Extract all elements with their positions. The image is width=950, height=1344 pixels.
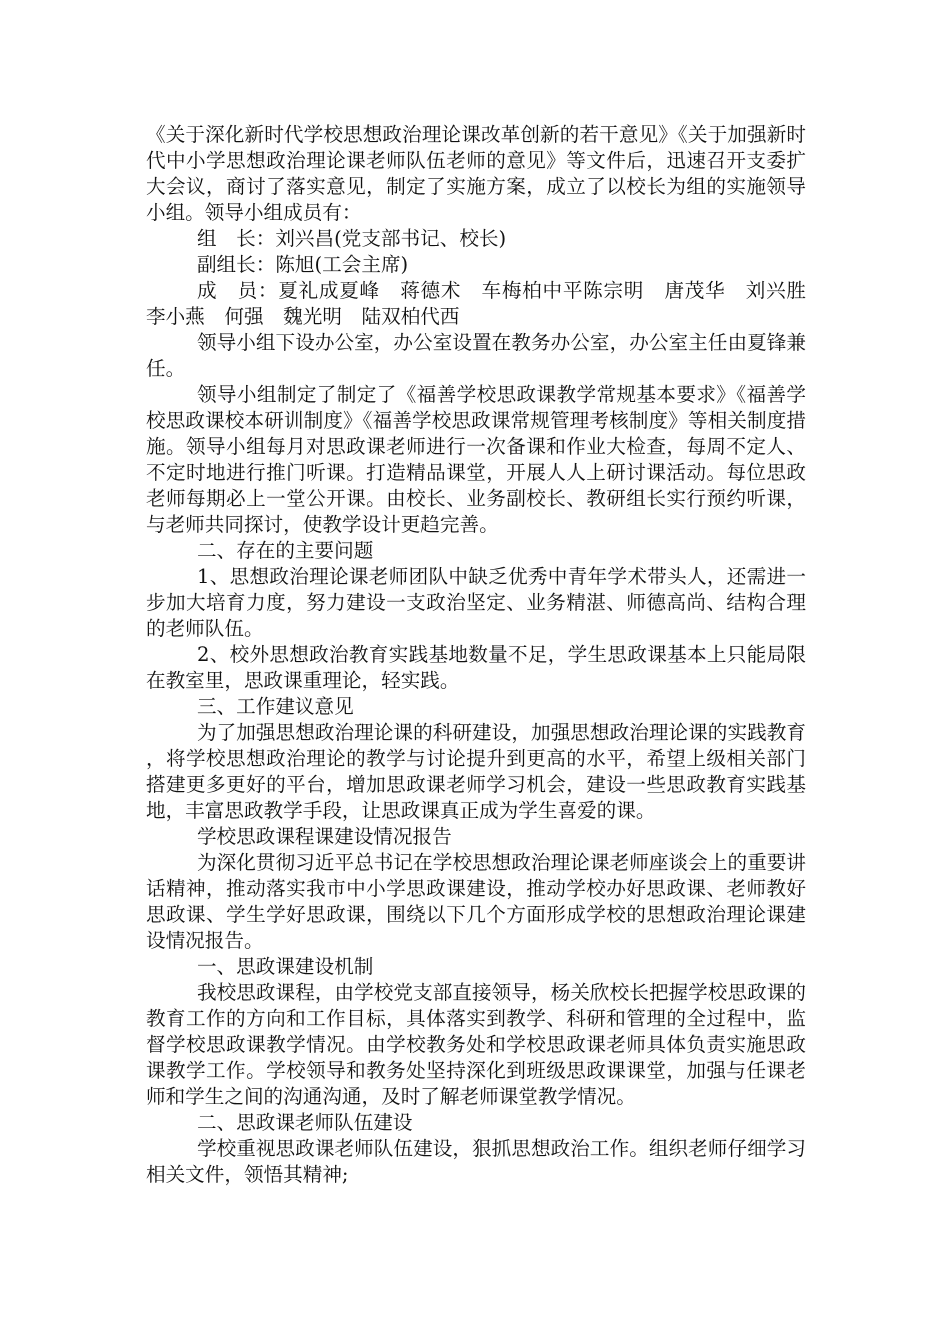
paragraph-problem-2: 2、校外思想政治教育实践基地数量不足，学生思政课基本上只能局限在教室里，思政课重理论，轻实践。	[146, 643, 806, 692]
paragraph-deputy-leader: 副组长：陈旭(工会主席)	[196, 253, 409, 276]
section-heading-mechanism: 一、思政课建设机制	[196, 955, 374, 978]
paragraph-office: 领导小组下设办公室，办公室设置在教务办公室，办公室主任由夏锋兼任。	[146, 331, 806, 380]
paragraph-mechanism: 我校思政课程，由学校党支部直接领导，杨关欣校长把握学校思政课的教育工作的方向和工作目标，具体落实到教学、科研和管理的全过程中，监督学校思政课教学情况。由学校教务处和学校思政课老师具体负责实施思政课教学工作。学校领导和教务处坚持深化到班级思政课课堂，加强与任课老师和学生之间的沟通沟通，及时了解老师课堂教学情况。	[146, 981, 806, 1108]
section-heading-teacher-team: 二、思政课老师队伍建设	[196, 1111, 413, 1134]
paragraph-intro-documents: 《关于深化新时代学校思想政治理论课改革创新的若干意见》《关于加强新时代中小学思想政治理论课老师队伍老师的意见》等文件后，迅速召开支委扩大会议，商讨了落实意见，制定了实施方案，成立了以校长为组的实施领导小组。领导小组成员有：	[146, 123, 806, 224]
paragraph-suggestions: 为了加强思想政治理论课的科研建设，加强思想政治理论课的实践教育，将学校思想政治理论的教学与讨论提升到更高的水平，希望上级相关部门搭建更多更好的平台，增加思政课老师学习机会，建设一些思政教育实践基地，丰富思政教学手段，让思政课真正成为学生喜爱的课。	[146, 721, 806, 822]
paragraph-group-leader: 组 长：刘兴昌(党支部书记、校长)	[196, 227, 507, 250]
section-heading-main-problems: 二、存在的主要问题	[196, 539, 374, 562]
document-body	[146, 122, 826, 1188]
paragraph-teacher-team: 学校重视思政课老师队伍建设，狠抓思想政治工作。组织老师仔细学习相关文件，领悟其精神;	[146, 1137, 806, 1186]
section-heading-suggestions: 三、工作建议意见	[196, 695, 354, 718]
report-title: 学校思政课程课建设情况报告	[196, 825, 452, 848]
paragraph-regulations: 领导小组制定了制定了《福善学校思政课教学常规基本要求》《福善学校思政课校本研训制度》《福善学校思政课常规管理考核制度》等相关制度措施。领导小组每月对思政课老师进行一次备课和作业大检查，每周不定人、不定时地进行推门听课。打造精品课堂，开展人人上研讨课活动。每位思政老师每期必上一堂公开课。由校长、业务副校长、教研组长实行预约听课，与老师共同探讨，使教学设计更趋完善。	[146, 383, 806, 536]
paragraph-report-intro: 为深化贯彻习近平总书记在学校思想政治理论课老师座谈会上的重要讲话精神，推动落实我市中小学思政课建设，推动学校办好思政课、老师教好思政课、学生学好思政课，围绕以下几个方面形成学校的思想政治理论课建设情况报告。	[146, 851, 806, 952]
paragraph-members: 成 员：夏礼成夏峰 蒋德术 车梅柏中平陈宗明 唐茂华 刘兴胜 李小燕 何强 魏光明 陆双柏代西	[146, 279, 826, 328]
paragraph-problem-1: 1、思想政治理论课老师团队中缺乏优秀中青年学术带头人，还需进一步加大培育力度，努力建设一支政治坚定、业务精湛、师德高尚、结构合理的老师队伍。	[146, 565, 806, 640]
